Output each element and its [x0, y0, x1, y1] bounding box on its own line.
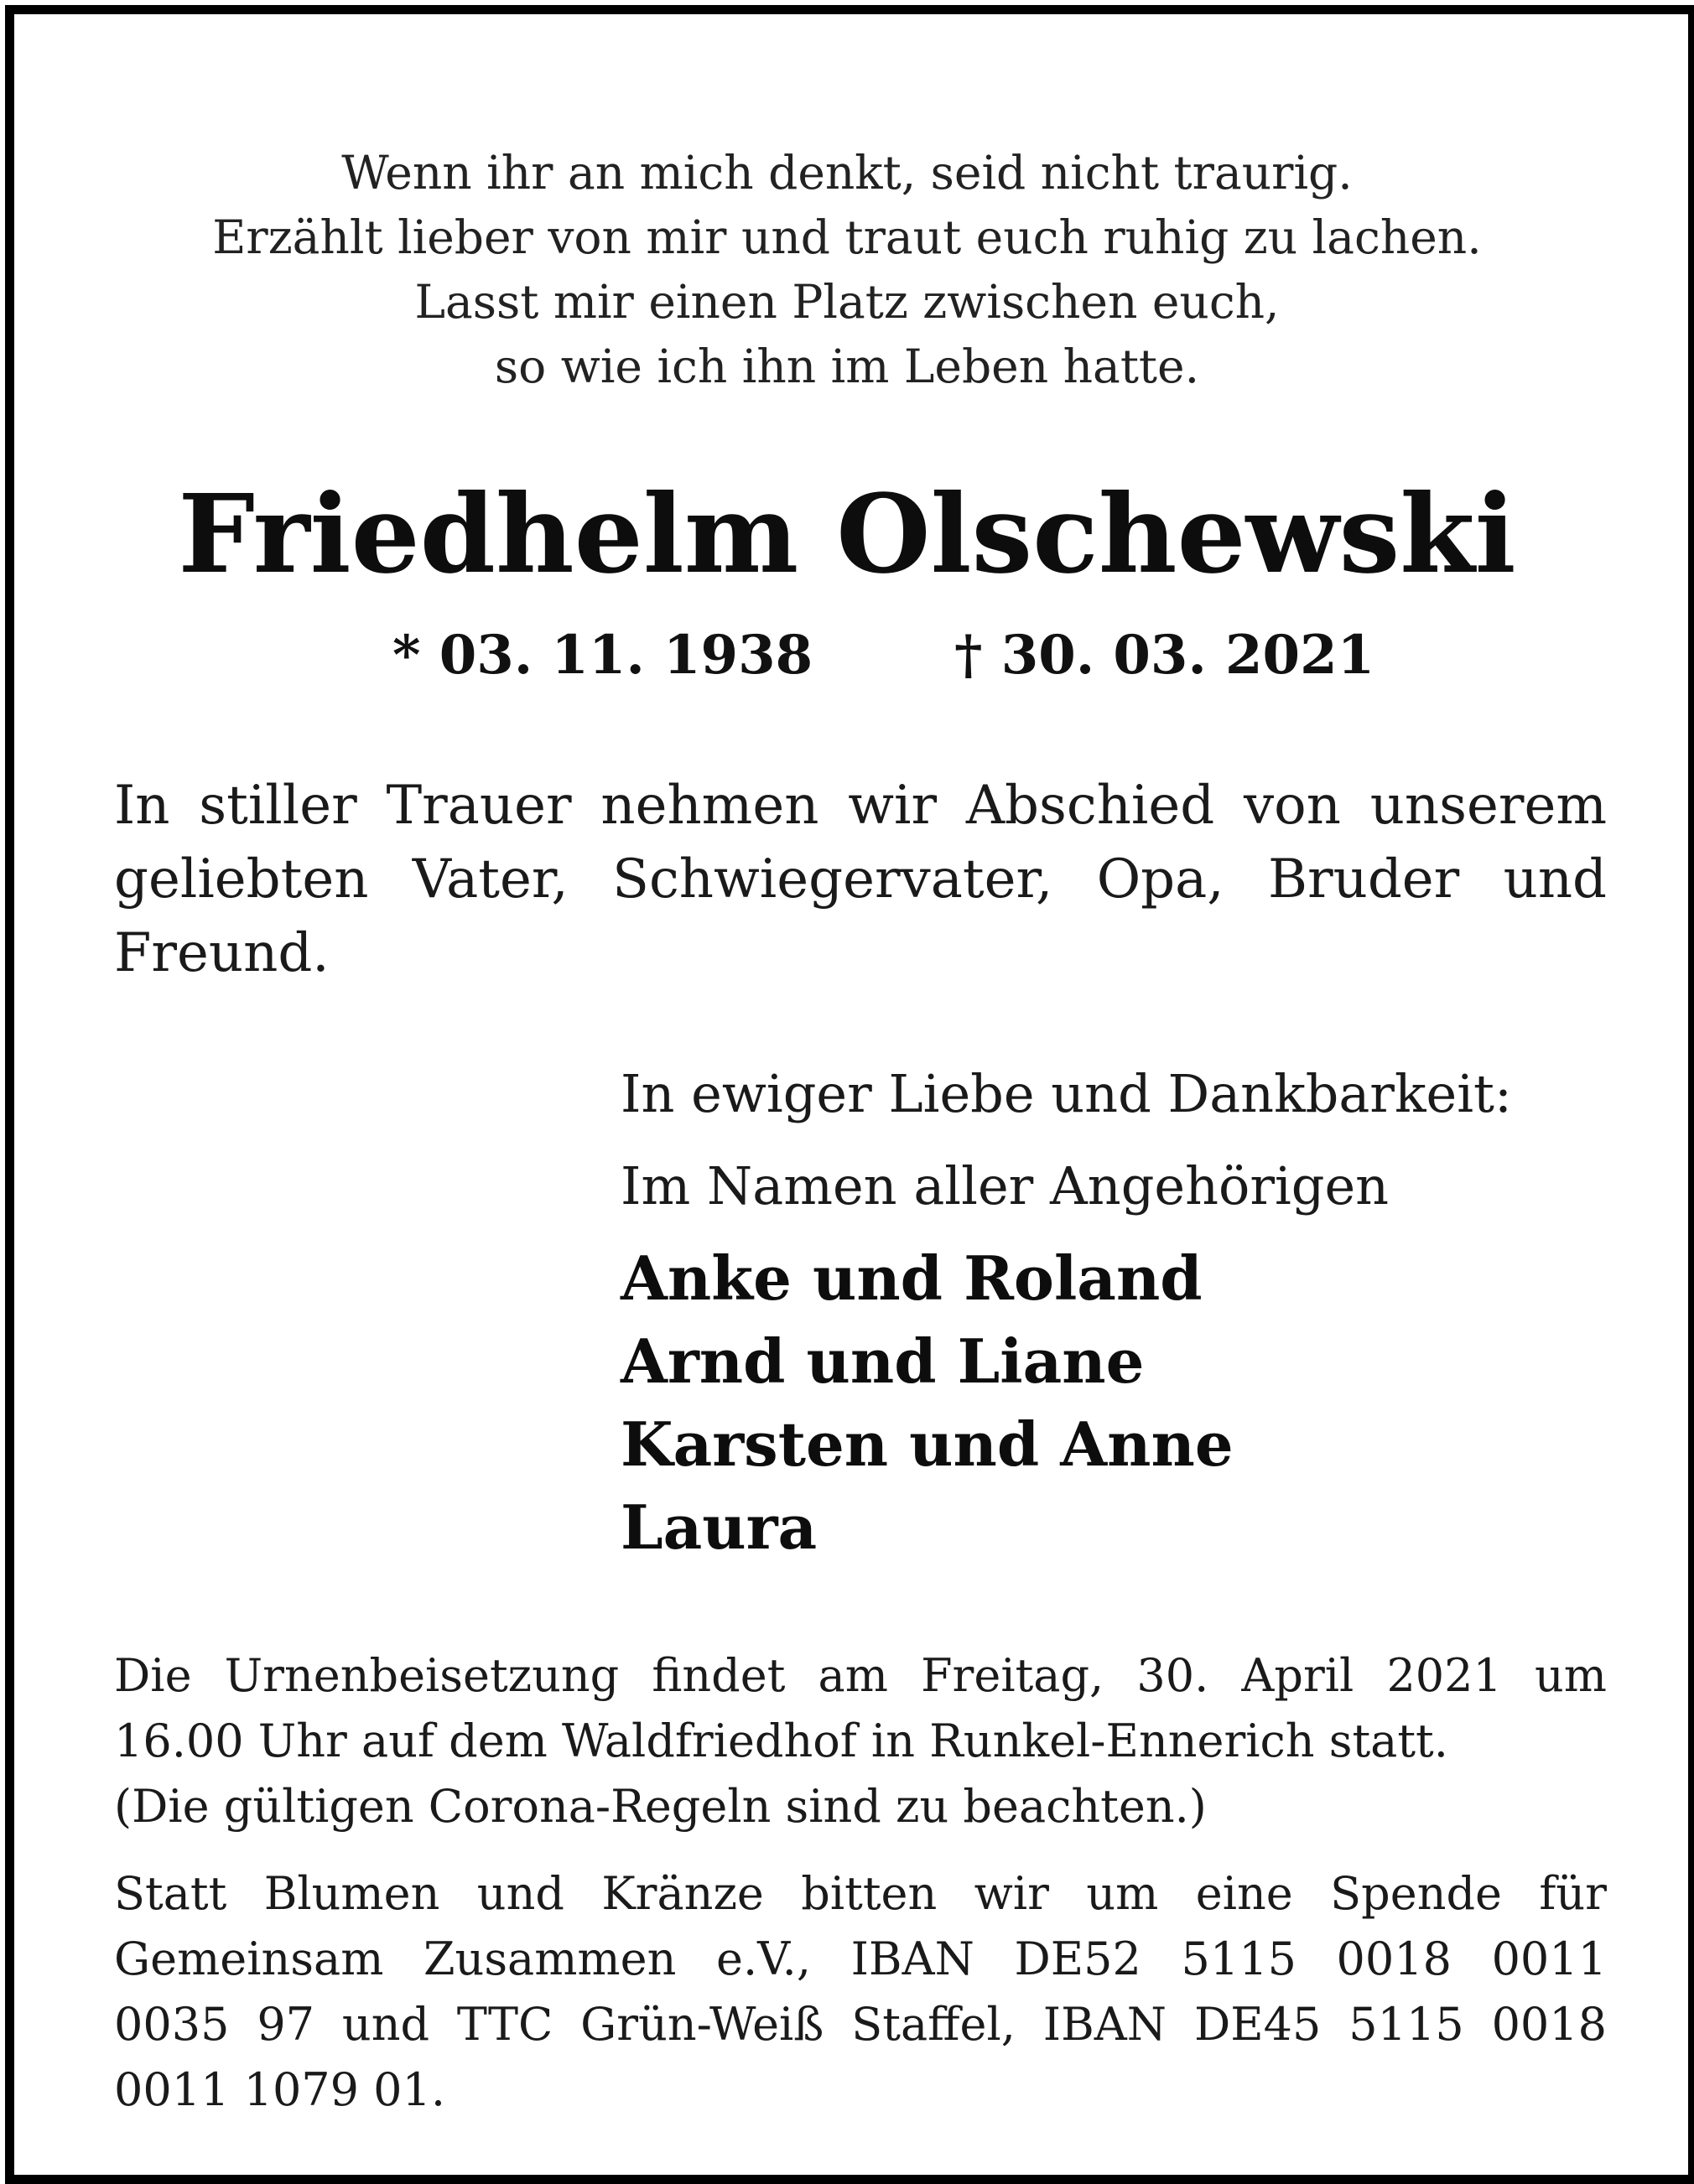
poem-line: Erzählt lieber von mir und traut euch ruhig zu lachen.: [212, 210, 1482, 264]
donation-line: Statt Blumen und Kränze bitten wir um eine Spende für: [114, 1867, 1607, 1920]
burial-line: (Die gültigen Corona-Regeln sind zu beachten.): [114, 1780, 1207, 1833]
farewell-line: In stiller Trauer nehmen wir Abschied von unserem: [114, 775, 1607, 837]
donation-line: 0035 97 und TTC Grün-Weiß Staffel, IBAN DE45 5115 0018: [114, 1998, 1607, 2051]
poem-line: so wie ich ihn im Leben hatte.: [494, 340, 1200, 393]
donation-line: Gemeinsam Zusammen e.V., IBAN DE52 5115 0018 0011: [114, 1932, 1607, 1985]
farewell-line: geliebten Vater, Schwiegervater, Opa, Bruder und: [114, 848, 1607, 910]
poem-line: Wenn ihr an mich denkt, seid nicht traurig.: [341, 146, 1353, 200]
thanks-line: In ewiger Liebe und Dankbarkeit:: [621, 1063, 1512, 1124]
mourner-name: Anke und Roland: [621, 1242, 1203, 1314]
birth-date: * 03. 11. 1938: [392, 624, 813, 687]
mourner-name: Arnd und Liane: [621, 1325, 1145, 1397]
farewell-line: Freund.: [114, 922, 330, 984]
poem-line: Lasst mir einen Platz zwischen euch,: [414, 275, 1280, 329]
behalf-line: Im Namen aller Angehörigen: [621, 1155, 1390, 1217]
farewell-text: [114, 769, 1607, 990]
burial-line: 16.00 Uhr auf dem Waldfriedhof in Runkel-Ennerich statt.: [114, 1715, 1448, 1767]
burial-notice: [114, 1643, 1607, 1839]
mourner-name: Laura: [621, 1491, 818, 1563]
mourner-name: Karsten und Anne: [621, 1408, 1234, 1480]
deceased-name: Friedhelm Olschewski: [178, 471, 1516, 598]
donation-line: 0011 1079 01.: [114, 2063, 446, 2116]
donation-notice: [114, 1861, 1607, 2123]
mourners-list: [621, 1237, 1234, 1569]
death-date: † 30. 03. 2021: [954, 624, 1375, 687]
burial-line: Die Urnenbeisetzung findet am Freitag, 30. April 2021 um: [114, 1649, 1607, 1702]
poem: [0, 141, 1694, 399]
